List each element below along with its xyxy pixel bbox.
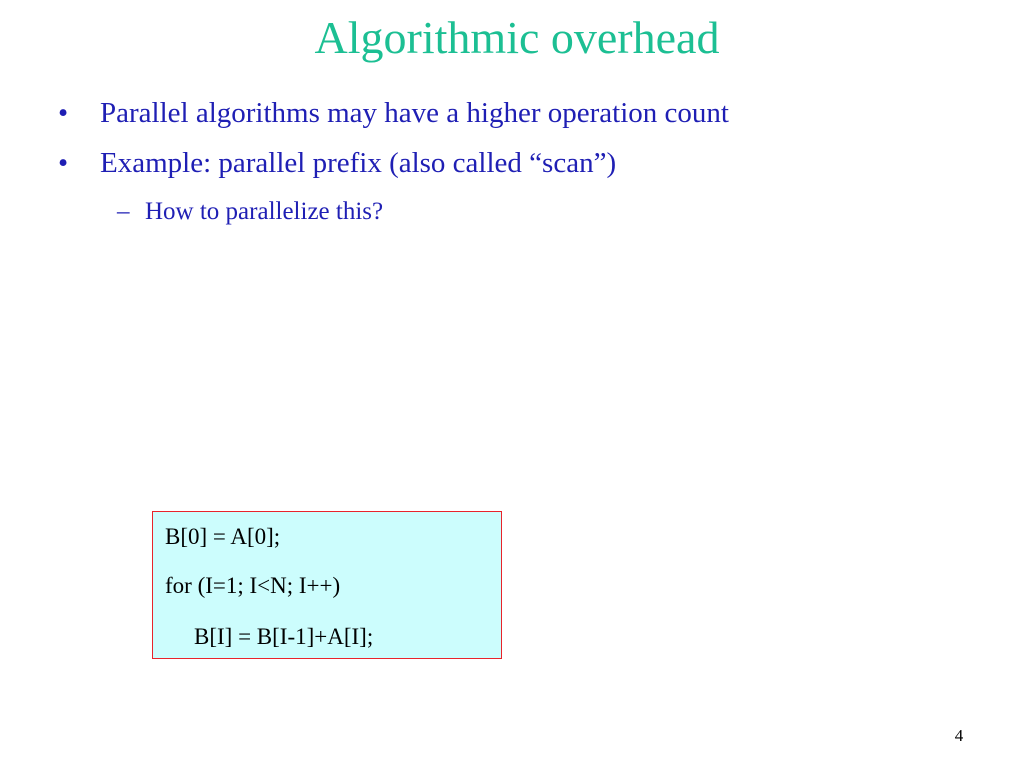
slide-title: Algorithmic overhead [314,12,720,63]
sub-bullet-text: How to parallelize this? [145,198,384,225]
code-line: B[0] = A[0]; [165,524,281,549]
bullet-item [58,90,998,140]
bullet-text: Example: parallel prefix (also called “scan”) [100,147,617,179]
bullet-marker: • [58,97,69,129]
code-box [152,511,502,659]
sub-bullet-marker: – [117,198,130,225]
code-line: B[I] = B[I-1]+A[I]; [194,624,374,649]
code-line: for (I=1; I<N; I++) [165,573,341,598]
bullet-marker: • [58,147,69,179]
bullet-list [58,90,998,234]
sub-bullet-item [58,190,998,234]
page-number: 4 [954,726,964,745]
bullet-item [58,140,998,190]
bullet-text: Parallel algorithms may have a higher operation count [100,97,729,129]
